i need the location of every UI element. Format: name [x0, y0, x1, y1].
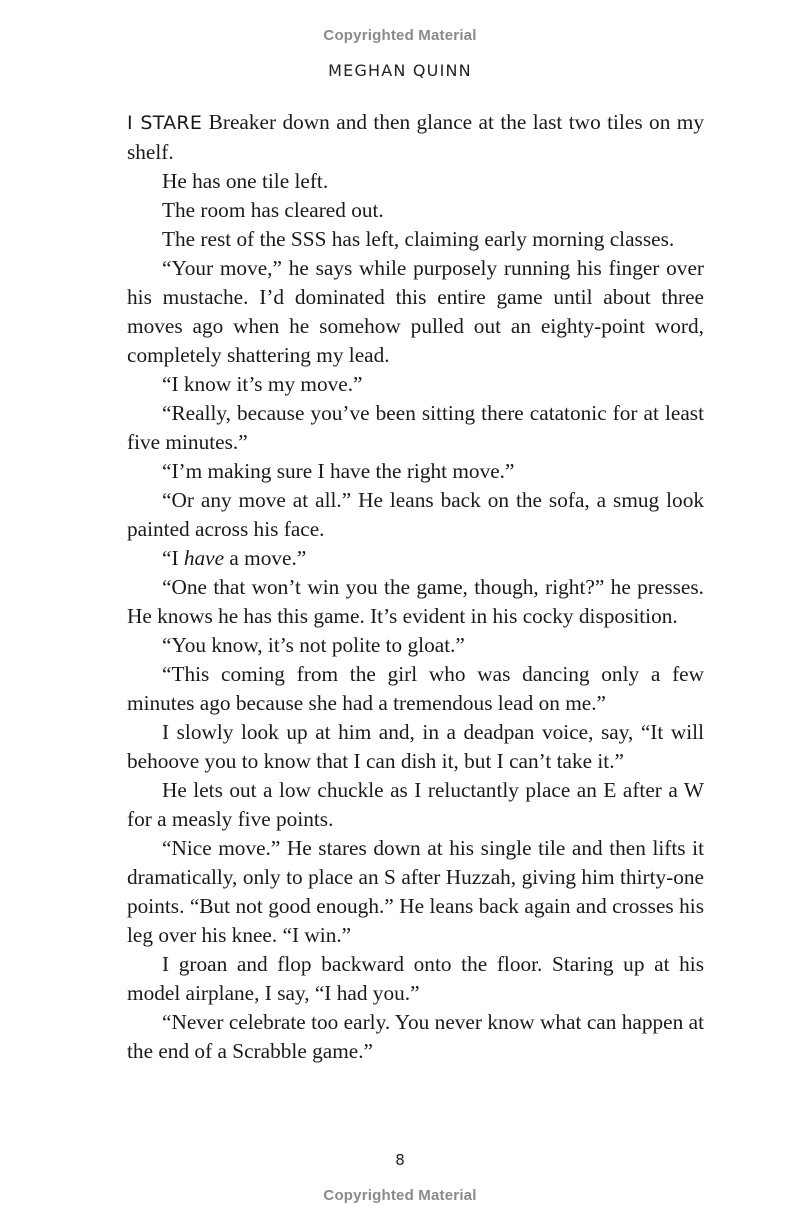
paragraph-17: I groan and flop backward onto the floor. Staring up at his model airplane, I say, “I had you.”	[127, 952, 704, 1005]
paragraph-text-after: a move.”	[224, 546, 307, 570]
paragraph-18: “Never celebrate too early. You never know what can happen at the end of a Scrabble game.”	[127, 1010, 704, 1063]
paragraph-text-before: “I	[162, 546, 184, 570]
copyright-watermark-top: Copyrighted Material	[323, 27, 477, 44]
paragraph-9: “Or any move at all.” He leans back on the sofa, a smug look painted across his face.	[127, 488, 704, 541]
paragraph-12: “You know, it’s not polite to gloat.”	[162, 633, 465, 657]
paragraph-5: “Your move,” he says while purposely running his finger over his mustache. I’d dominated this entire game until about three moves ago when he somehow pulled out an eighty-point word, completely shattering my lead.	[127, 256, 704, 367]
paragraph-7: “Really, because you’ve been sitting there catatonic for at least five minutes.”	[127, 401, 704, 454]
paragraph-14: I slowly look up at him and, in a deadpan voice, say, “It will behoove you to know that I can dish it, but I can’t take it.”	[127, 720, 704, 773]
running-head-author: MEGHAN QUINN	[328, 61, 472, 80]
paragraph-16: “Nice move.” He stares down at his single tile and then lifts it dramatically, only to place an S after Huzzah, giving him thirty-one points. “But not good enough.” He leans back again and crosses his leg over his knee. “I win.”	[127, 836, 704, 947]
paragraph-4: The rest of the SSS has left, claiming early morning classes.	[162, 227, 675, 251]
paragraph-10	[127, 544, 704, 573]
paragraph-text: Breaker down and then glance at the last two tiles on my shelf.	[127, 110, 704, 164]
body-text	[127, 108, 704, 1066]
paragraph-3: The room has cleared out.	[162, 198, 384, 222]
paragraph-11: “One that won’t win you the game, though, right?” he presses. He knows he has this game. It’s evident in his cocky disposition.	[127, 575, 704, 628]
paragraph-2: He has one tile left.	[162, 169, 329, 193]
paragraph-15: He lets out a low chuckle as I reluctantly place an E after a W for a measly five points.	[127, 778, 704, 831]
page-number: 8	[395, 1151, 405, 1169]
paragraph-6: “I know it’s my move.”	[162, 372, 363, 396]
paragraph-1	[127, 108, 704, 167]
chapter-lead-in: I STARE	[127, 112, 203, 134]
paragraph-13: “This coming from the girl who was dancing only a few minutes ago because she had a tremendous lead on me.”	[127, 662, 704, 715]
copyright-watermark-bottom: Copyrighted Material	[323, 1187, 477, 1204]
emphasis-word: have	[183, 546, 225, 570]
paragraph-8: “I’m making sure I have the right move.”	[162, 459, 515, 483]
